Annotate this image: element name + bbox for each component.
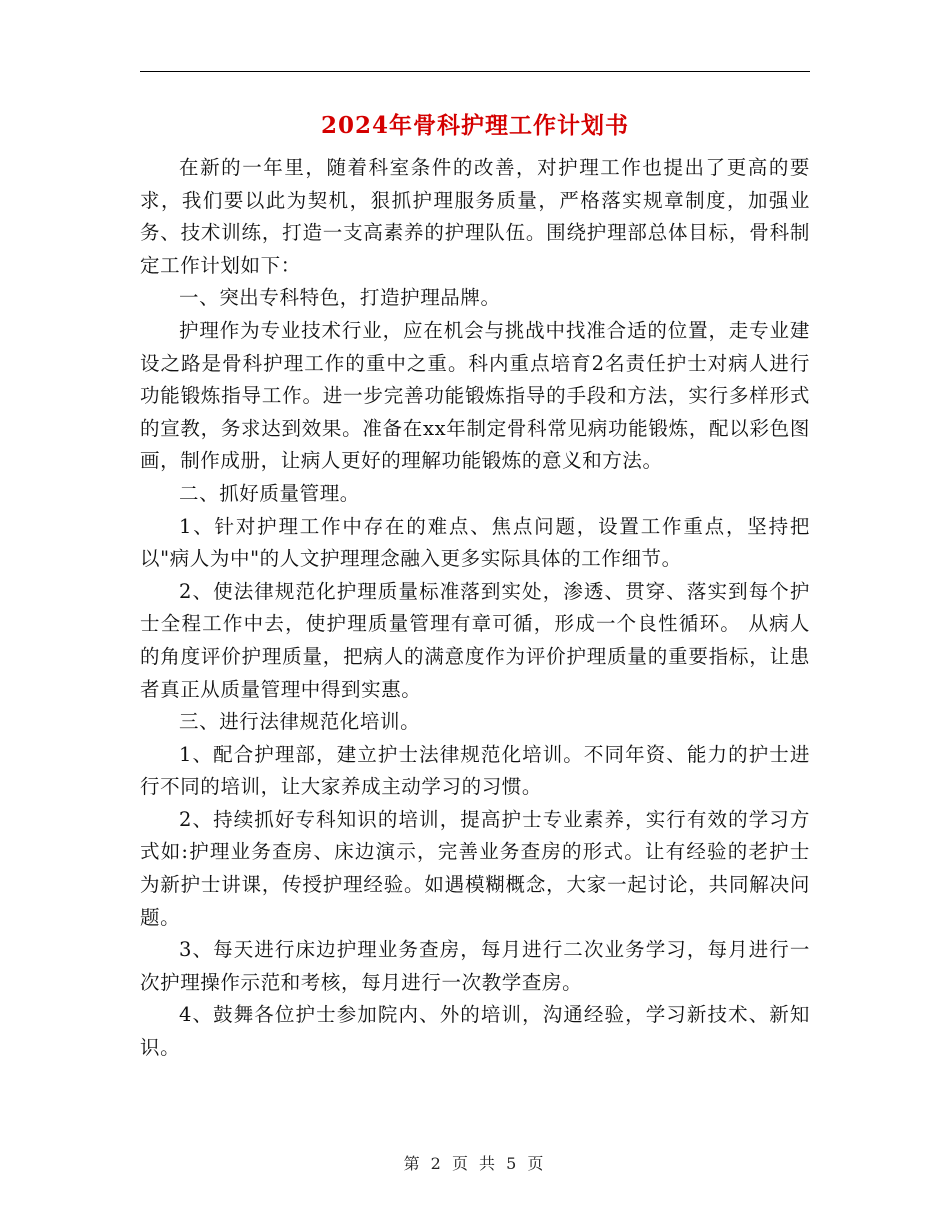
paragraph-training-3: 3、每天进行床边护理业务查房，每月进行二次业务学习，每月进行一次护理操作示范和考核，每月进行一次教学查房。 [140, 938, 810, 994]
section-heading-1: 一、突出专科特色，打造护理品牌。 [179, 286, 501, 310]
paragraph-quality-2: 2、使法律规范化护理质量标准落到实处，渗透、贯穿、落实到每个护士全程工作中去，使护理质量管理有章可循，形成一个良性循环。 从病人的角度评价护理质量，把病人的满意度作为评价护理质量的重要指标，让患者真正从质量管理中得到实惠。 [140, 579, 810, 701]
header-rule [140, 71, 810, 72]
paragraph-intro: 在新的一年里，随着科室条件的改善，对护理工作也提出了更高的要求，我们要以此为契机，狠抓护理服务质量，严格落实规章制度，加强业务、技术训练，打造一支高素养的护理队伍。围绕护理部总体目标，骨科制定工作计划如下： [140, 156, 810, 277]
paragraph-specialty: 护理作为专业技术行业，应在机会与挑战中找准合适的位置，走专业建设之路是骨科护理工作的重中之重。科内重点培育2名责任护士对病人进行功能锻炼指导工作。进一步完善功能锻炼指导的手段和方法，实行多样形式的宣教，务求达到效果。准备在xx年制定骨科常见病功能锻炼，配以彩色图画，制作成册，让病人更好的理解功能锻炼的意义和方法。 [140, 318, 810, 473]
document-title: 2024年骨科护理工作计划书 [320, 112, 629, 139]
paragraph-training-1: 1、配合护理部，建立护士法律规范化培训。不同年资、能力的护士进行不同的培训，让大家养成主动学习的习惯。 [140, 742, 810, 799]
page-number: 第 2 页 共 5 页 [403, 1154, 547, 1173]
paragraph-quality-1: 1、针对护理工作中存在的难点、焦点问题，设置工作重点，坚持把以"病人为中"的人文护理理念融入更多实际具体的工作细节。 [140, 514, 810, 571]
document-body [140, 152, 810, 1065]
section-heading-3: 三、进行法律规范化培训。 [179, 710, 421, 734]
paragraph-training-4: 4、鼓舞各位护士参加院内、外的培训，沟通经验，学习新技术、新知识。 [140, 1003, 810, 1060]
section-heading-2: 二、抓好质量管理。 [179, 481, 360, 505]
paragraph-training-2: 2、持续抓好专科知识的培训，提高护士专业素养，实行有效的学习方式如:护理业务查房、床边演示，完善业务查房的形式。让有经验的老护士为新护士讲课，传授护理经验。如遇模糊概念，大家一起讨论，共同解决问题。 [140, 807, 810, 929]
